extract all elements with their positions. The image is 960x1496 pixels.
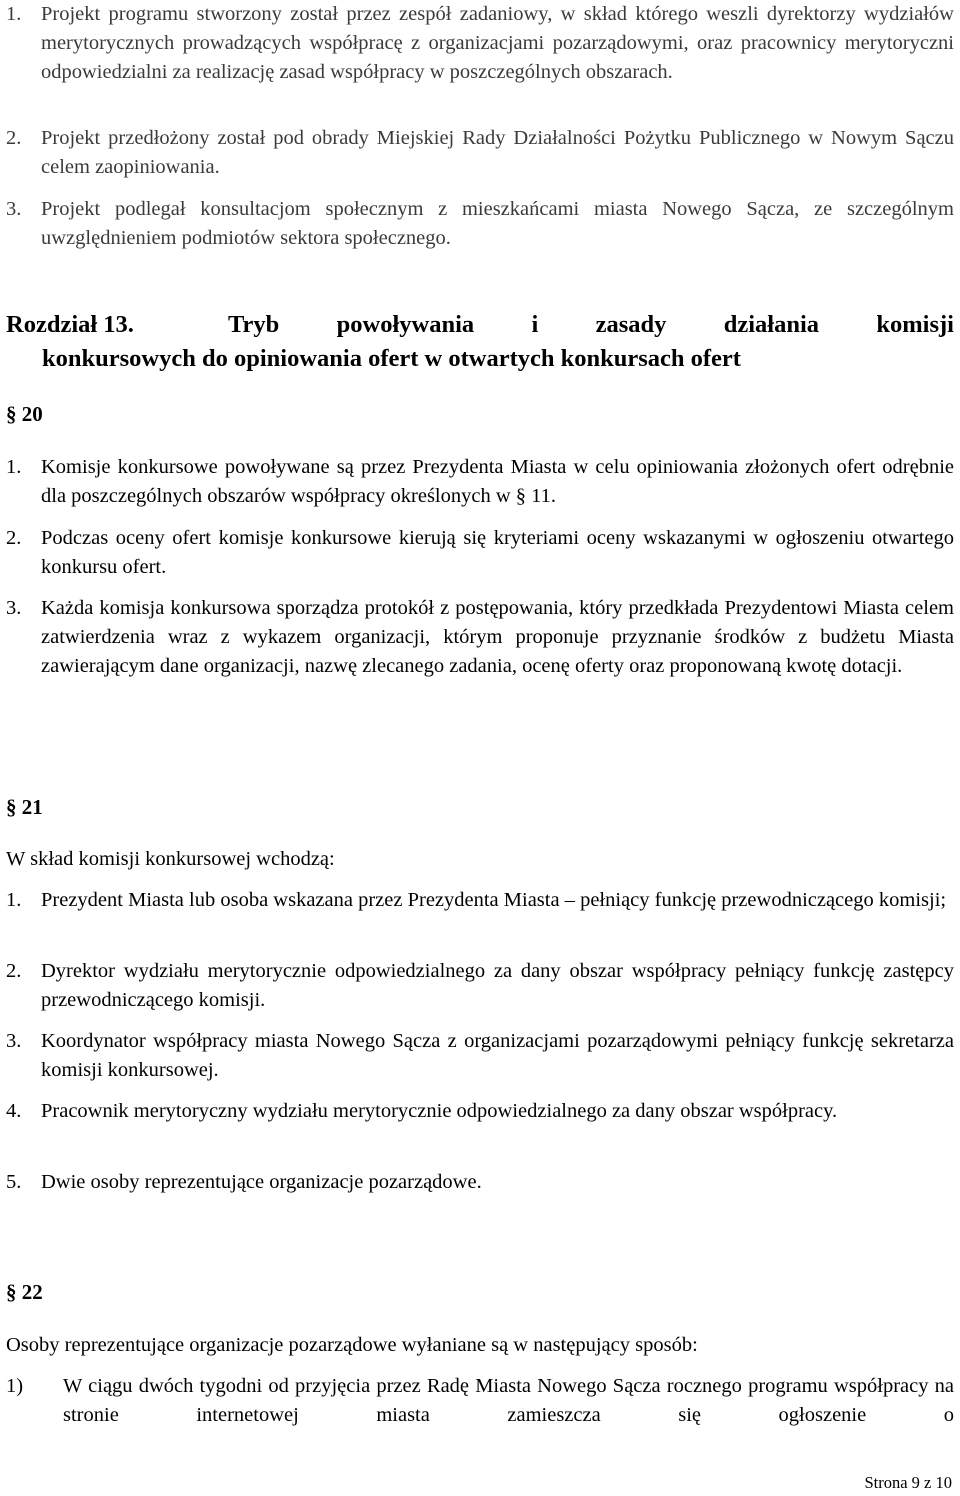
section-22-item-1-text: W ciągu dwóch tygodni od przyjęcia przez Radę Miasta Nowego Sącza rocznego programu współpracy na stronie internetowej miasta zamieszcza się ogłoszenie o: [63, 1375, 954, 1426]
section-21-item-4-number: 4.: [6, 1100, 22, 1122]
section-21-item-3: [6, 1027, 954, 1085]
chapter-title: [228, 308, 954, 341]
section-21-item-2: [6, 957, 954, 1015]
section-21-item-5-text: Dwie osoby reprezentujące organizacje pozarządowe.: [41, 1171, 482, 1193]
section-21-heading: § 21: [6, 795, 43, 819]
chapter-label: Rozdział 13.: [6, 311, 134, 338]
section-21-item-2-text: Dyrektor wydziału merytorycznie odpowiedzialnego za dany obszar współpracy pełniący funkcję zastępcy przewodniczącego komisji.: [41, 960, 954, 1011]
section-20-heading: § 20: [6, 402, 43, 426]
chapter-title-line-1: Tryb powoływania i zasady działania komisji: [228, 311, 954, 338]
section-21-item-3-number: 3.: [6, 1030, 22, 1052]
intro-item-2-text: Projekt przedłożony został pod obrady Miejskiej Rady Działalności Pożytku Publicznego w Nowym Sączu celem zaopiniowania.: [41, 127, 954, 178]
chapter-title-continuation: [42, 342, 954, 375]
section-20-item-2: [6, 524, 954, 582]
section-20-item-3-text: Każda komisja konkursowa sporządza protokół z postępowania, który przedkłada Prezydentowi Miasta celem zatwierdzenia wraz z wykazem organizacji, którym proponuje przyznanie środków z budżetu Miasta zawierającym dane organizacji, nazwę zlecanego zadania, ocenę oferty oraz proponowaną kwotę dotacji.: [41, 597, 954, 677]
section-21-item-5-number: 5.: [6, 1171, 22, 1193]
section-22-intro: Osoby reprezentujące organizacje pozarządowe wyłaniane są w następujący sposób:: [6, 1334, 698, 1356]
section-21-item-5: [6, 1168, 954, 1197]
intro-item-1: [6, 0, 954, 87]
intro-item-3: [6, 195, 954, 253]
section-21-item-3-text: Koordynator współpracy miasta Nowego Sącza z organizacjami pozarządowymi pełniący funkcję sekretarza komisji konkursowej.: [41, 1030, 954, 1081]
intro-item-2: [6, 124, 954, 182]
section-20-item-3-number: 3.: [6, 597, 22, 619]
section-20-item-3: [6, 594, 954, 681]
section-20-item-1: [6, 453, 954, 511]
intro-item-3-text: Projekt podlegał konsultacjom społecznym z mieszkańcami miasta Nowego Sącza, ze szczególnym uwzględnieniem podmiotów sektora społecznego.: [41, 198, 954, 249]
section-21-item-1-text: Prezydent Miasta lub osoba wskazana przez Prezydenta Miasta – pełniący funkcję przewodniczącego komisji;: [41, 889, 947, 911]
section-21-item-1-number: 1.: [6, 889, 22, 911]
section-20-item-1-text: Komisje konkursowe powoływane są przez Prezydenta Miasta w celu opiniowania złożonych ofert odrębnie dla poszczególnych obszarów współpracy określonych w § 11.: [41, 456, 954, 507]
intro-item-2-number: 2.: [6, 127, 22, 149]
section-20-item-2-text: Podczas oceny ofert komisje konkursowe kierują się kryteriami oceny wskazanymi w ogłoszeniu otwartego konkursu ofert.: [41, 527, 954, 578]
section-20-item-2-number: 2.: [6, 527, 22, 549]
intro-item-1-text: Projekt programu stworzony został przez zespół zadaniowy, w skład którego weszli dyrektorzy wydziałów merytorycznych prowadzących współpracę z organizacjami pozarządowymi, oraz pracownicy merytoryczni odpowiedzialni za realizację zasad współpracy w poszczególnych obszarach.: [41, 3, 954, 83]
section-22-item-1: [6, 1372, 954, 1430]
intro-item-3-number: 3.: [6, 198, 22, 220]
intro-item-1-number: 1.: [6, 3, 22, 25]
page-number: Strona 9 z 10: [864, 1473, 952, 1492]
section-20-item-1-number: 1.: [6, 456, 22, 478]
section-22-heading: § 22: [6, 1280, 43, 1304]
section-21-item-1: [6, 886, 954, 915]
section-22-item-1-number: 1): [6, 1375, 24, 1397]
chapter-title-line-2: konkursowych do opiniowania ofert w otwartych konkursach ofert: [42, 345, 741, 372]
section-21-item-4-text: Pracownik merytoryczny wydziału merytorycznie odpowiedzialnego za dany obszar współpracy.: [41, 1100, 838, 1122]
section-21-item-2-number: 2.: [6, 960, 22, 982]
section-21-item-4: [6, 1097, 954, 1126]
section-21-intro: W skład komisji konkursowej wchodzą:: [6, 848, 335, 870]
chapter-heading: [6, 308, 954, 341]
